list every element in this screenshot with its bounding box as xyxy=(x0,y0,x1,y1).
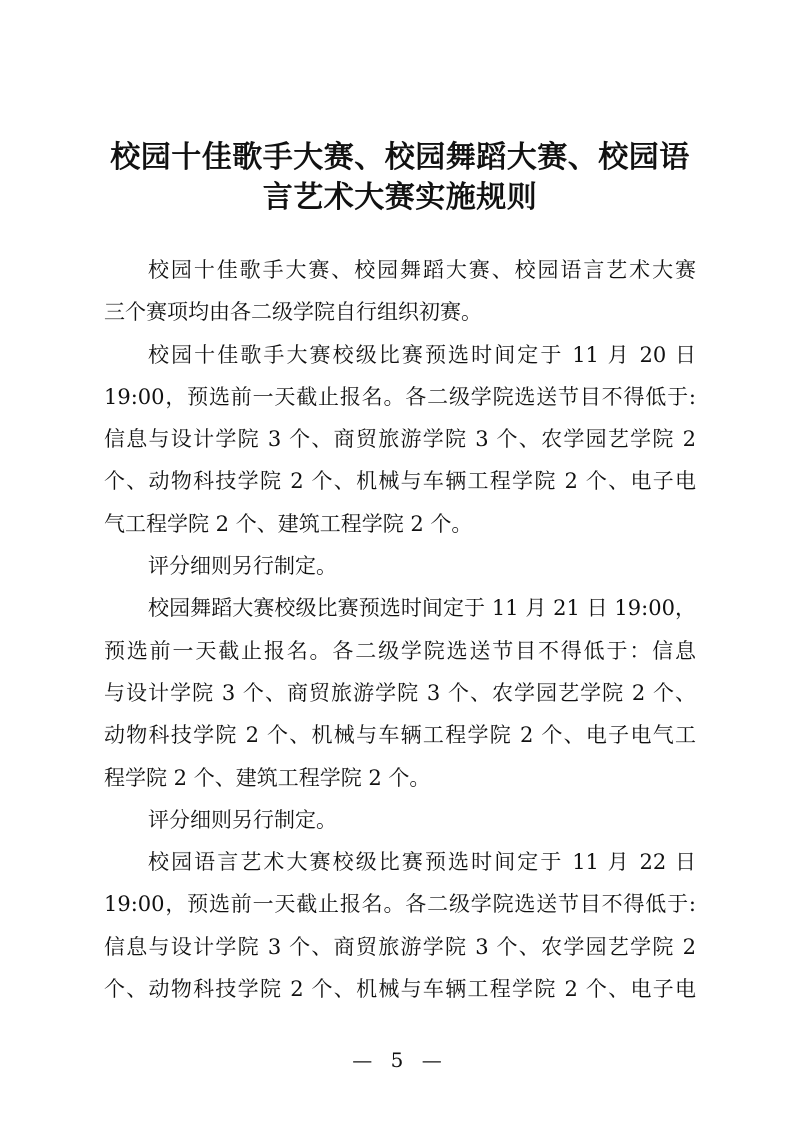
title-line: 校园十佳歌手大赛、校园舞蹈大赛、校园语 xyxy=(110,140,690,175)
paragraph-line: 三个赛项均由各二级学院自行组织初赛。 xyxy=(104,300,482,325)
paragraph-line: 评分细则另行制定。 xyxy=(148,554,337,579)
paragraph-line: 程学院 2 个、建筑工程学院 2 个。 xyxy=(104,765,431,790)
paragraph-line: 校园十佳歌手大赛校级比赛预选时间定于 11 月 20 日 xyxy=(148,342,696,367)
paragraph-line: 19:00，预选前一天截止报名。各二级学院选送节目不得低于: xyxy=(104,384,696,409)
paragraph-line: 信息与设计学院 3 个、商贸旅游学院 3 个、农学园艺学院 2 xyxy=(104,427,696,452)
document-title xyxy=(90,138,710,218)
title-line: 言艺术大赛实施规则 xyxy=(262,180,538,215)
paragraph-line: 动物科技学院 2 个、机械与车辆工程学院 2 个、电子电气工 xyxy=(104,723,696,748)
paragraph-line: 预选前一天截止报名。各二级学院选送节目不得低于：信息 xyxy=(104,638,696,663)
paragraph-line: 评分细则另行制定。 xyxy=(148,807,337,832)
paragraph xyxy=(104,334,696,545)
paragraph-line: 校园十佳歌手大赛、校园舞蹈大赛、校园语言艺术大赛 xyxy=(148,258,696,282)
page-number: — 5 — xyxy=(352,1048,448,1072)
paragraph-line: 信息与设计学院 3 个、商贸旅游学院 3 个、农学园艺学院 2 xyxy=(104,934,696,959)
paragraph-line: 19:00，预选前一天截止报名。各二级学院选送节目不得低于: xyxy=(104,892,696,917)
paragraph-line: 个、动物科技学院 2 个、机械与车辆工程学院 2 个、电子电 xyxy=(104,977,696,1002)
paragraph-line: 校园语言艺术大赛校级比赛预选时间定于 11 月 22 日 xyxy=(148,850,696,875)
paragraph xyxy=(104,841,696,1010)
paragraph xyxy=(104,799,696,841)
paragraph-line: 气工程学院 2 个、建筑工程学院 2 个。 xyxy=(104,511,473,536)
paragraph-line: 与设计学院 3 个、商贸旅游学院 3 个、农学园艺学院 2 个、 xyxy=(104,680,696,705)
paragraph xyxy=(104,587,696,798)
paragraph xyxy=(104,545,696,587)
paragraph-line: 个、动物科技学院 2 个、机械与车辆工程学院 2 个、电子电 xyxy=(104,469,696,494)
paragraph xyxy=(104,249,696,334)
document-body xyxy=(104,249,696,1010)
paragraph-line: 校园舞蹈大赛校级比赛预选时间定于 11 月 21 日 19:00， xyxy=(148,596,696,621)
